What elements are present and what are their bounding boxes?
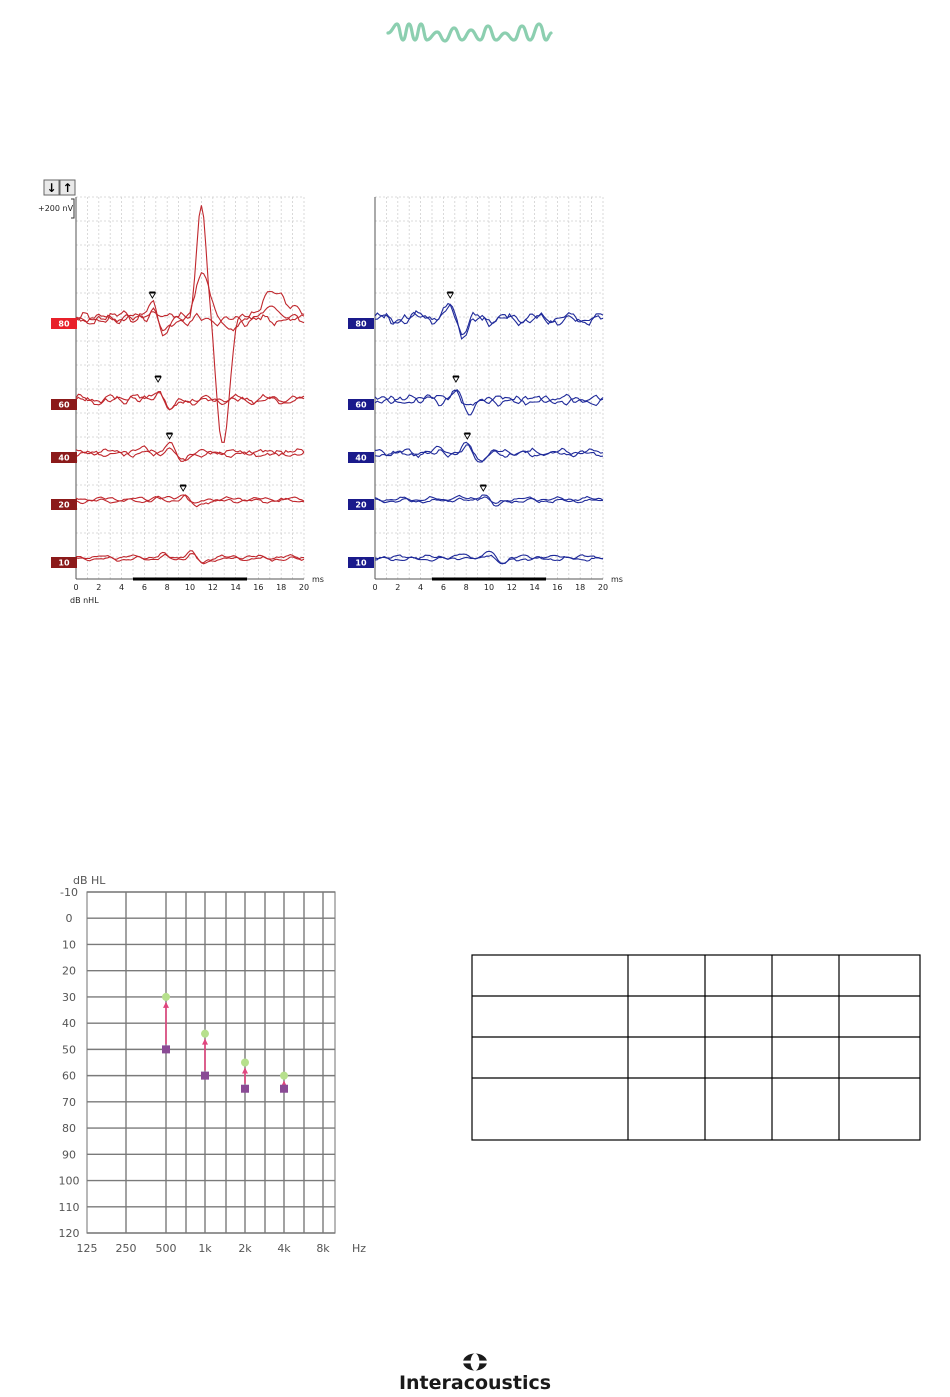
abr-threshold-point [280,1085,288,1093]
level-label: 10 [58,558,70,568]
arrow-up-icon: ↑ [62,181,73,195]
y-tick-label: 40 [62,1017,76,1031]
arrow-down-icon: ↓ [46,181,57,195]
y-unit-label: dB HL [73,874,106,887]
level-label: 60 [58,400,70,410]
level-unit-label: dB nHL [70,596,99,605]
x-tick-label: 125 [76,1242,98,1255]
estimated-threshold-point [280,1072,288,1080]
x-tick-label: 14 [529,583,540,592]
x-unit-label: ms [611,575,623,584]
results-table [472,955,920,1140]
wave-v-marker [149,292,155,298]
x-tick-label: 8 [463,583,469,592]
x-tick-label: 18 [276,583,287,592]
gain-label: +200 nV [38,204,74,213]
level-label: 10 [355,558,367,568]
abr-panel-right [348,197,623,592]
y-tick-label: 80 [62,1122,76,1136]
level-label: 40 [355,453,367,463]
x-tick-label: 10 [184,583,196,592]
y-tick-label: 90 [62,1148,76,1162]
audiogram-frame [87,892,335,1233]
x-tick-label: 16 [552,583,563,592]
x-tick-label: 18 [575,583,586,592]
x-tick-label: 14 [230,583,241,592]
x-tick-label: 10 [483,583,495,592]
y-tick-label: -10 [60,886,78,899]
estimated-threshold-point [201,1030,209,1038]
x-tick-label: 4 [418,583,424,592]
x-tick-label: 250 [115,1242,137,1255]
x-tick-label: 4k [277,1242,291,1255]
x-tick-label: 1k [198,1242,212,1255]
x-tick-label: 12 [506,583,517,592]
y-tick-label: 30 [62,990,76,1004]
y-tick-label: 10 [62,938,76,952]
y-tick-label: 110 [58,1200,80,1214]
correction-arrowhead [163,1002,169,1008]
estimated-threshold-point [162,993,170,1001]
abr-controls [38,180,75,218]
abr-threshold-point [241,1085,249,1093]
x-tick-label: 12 [207,583,218,592]
wave-v-marker [180,485,186,491]
x-tick-label: 16 [253,583,264,592]
level-label: 60 [355,400,367,410]
x-unit-label: Hz [351,1242,367,1255]
correction-arrowhead [202,1039,208,1045]
wave-v-marker [480,485,486,491]
x-tick-label: 6 [440,583,446,592]
estimated-threshold-point [241,1059,249,1067]
level-label: 80 [355,319,367,329]
x-tick-label: 8k [316,1242,330,1255]
x-tick-label: 2 [96,583,102,592]
wave-v-marker [464,433,470,439]
level-label: 40 [58,453,70,463]
correction-arrowhead [242,1068,248,1074]
x-tick-label: 2k [238,1242,252,1255]
y-tick-label: 100 [58,1174,80,1188]
abr-threshold-point [162,1045,170,1053]
interacoustics-logo [399,1354,551,1395]
y-tick-label: 20 [62,964,76,978]
y-tick-label: 70 [62,1095,76,1109]
x-unit-label: ms [312,575,324,584]
x-tick-label: 0 [372,583,378,592]
globe-icon [463,1354,487,1371]
abr-panel-left [51,197,324,592]
abr-threshold-point [201,1072,209,1080]
x-tick-label: 20 [597,583,609,592]
x-tick-label: 2 [395,583,401,592]
x-tick-label: 8 [164,583,170,592]
x-tick-label: 6 [141,583,147,592]
x-tick-label: 4 [119,583,125,592]
y-tick-label: 120 [58,1227,80,1240]
y-tick-label: 0 [65,912,73,926]
wave-v-marker [453,376,459,382]
wave-v-marker [447,292,453,298]
level-label: 20 [355,500,367,510]
level-label: 20 [58,500,70,510]
y-tick-label: 50 [62,1043,76,1057]
brand-name: Interacoustics [398,1372,552,1394]
x-tick-label: 20 [298,583,310,592]
level-label: 80 [58,319,70,329]
x-tick-label: 0 [73,583,79,592]
y-tick-label: 60 [62,1069,76,1083]
wave-logo-icon [388,24,551,41]
audiogram [59,874,367,1255]
x-tick-label: 500 [155,1242,177,1255]
